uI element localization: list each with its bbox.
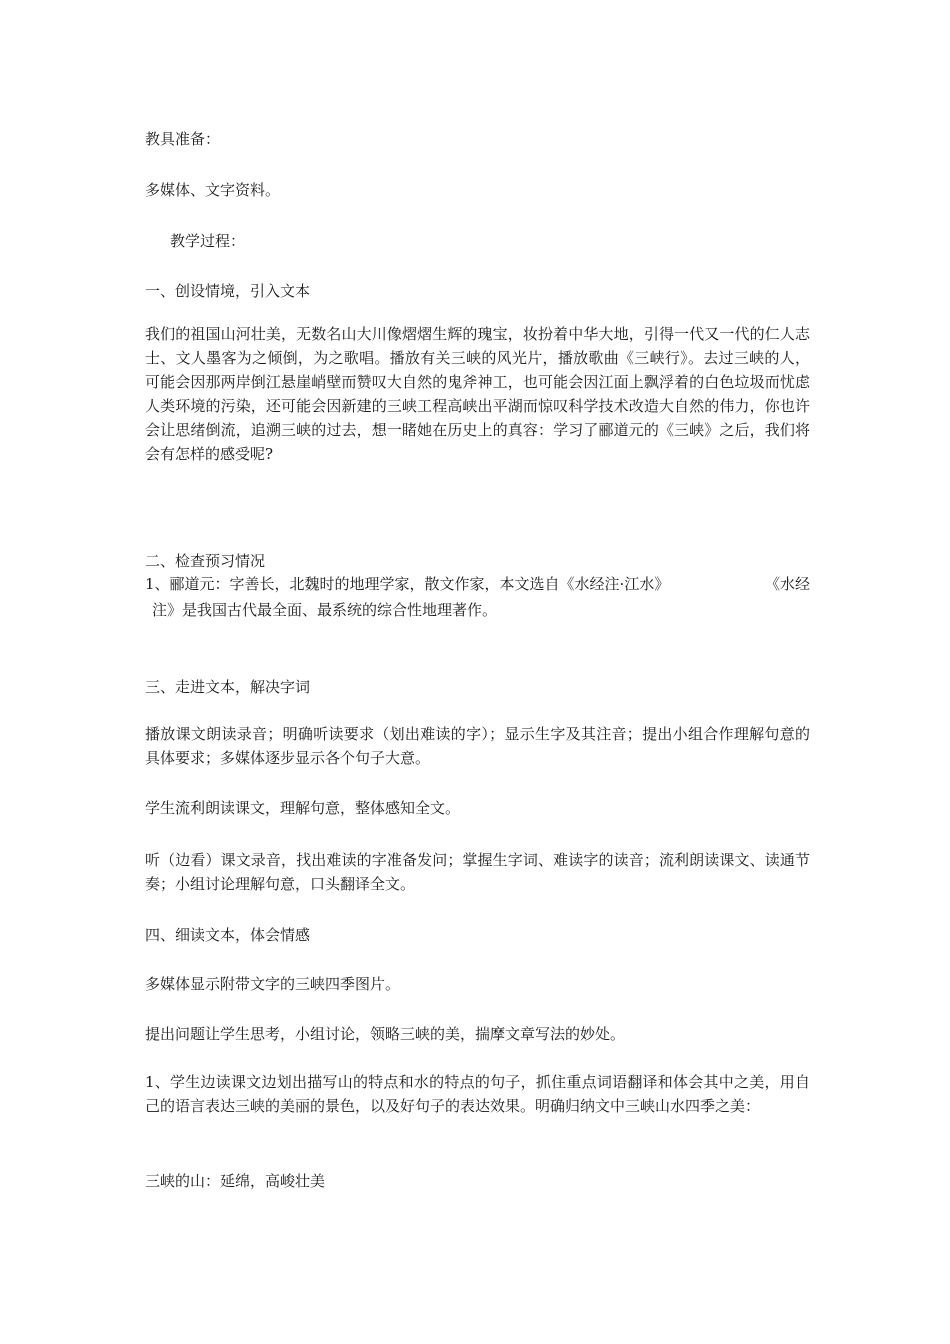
section3-heading: 三、走进文本，解决字词 bbox=[145, 678, 311, 696]
section3-paragraph-2: 学生流利朗读课文，理解句意，整体感知全文。 bbox=[145, 799, 461, 817]
section4-paragraph-1: 多媒体显示附带文字的三峡四季图片。 bbox=[145, 975, 401, 993]
section2-heading: 二、检查预习情况 bbox=[145, 552, 266, 570]
section4-paragraph-2: 提出问题让学生思考，小组讨论，领略三峡的美，揣摩文章写法的妙处。 bbox=[145, 1025, 626, 1043]
prep-text: 多媒体、文字资料。 bbox=[145, 181, 281, 199]
section4-paragraph-4: 三峡的山：延绵，高峻壮美 bbox=[145, 1172, 326, 1190]
process-heading: 教学过程： bbox=[170, 232, 246, 250]
section3-paragraph-3: 听（边看）课文录音，找出难读的字准备发问；掌握生字词、难读字的读音；流利朗读课文、读通节奏；小组讨论理解句意，口头翻译全文。 bbox=[145, 851, 810, 893]
section2-note-left: 1、郦道元：字善长，北魏时的地理学家，散文作家，本文选自《水经注·江水》 bbox=[145, 575, 670, 593]
section2-note-line1 bbox=[145, 572, 810, 596]
prep-heading: 教具准备： bbox=[145, 130, 221, 148]
section3-paragraph-1: 播放课文朗读录音；明确听读要求（划出难读的字）；显示生字及其注音；提出小组合作理解句意的具体要求；多媒体逐步显示各个句子大意。 bbox=[145, 725, 810, 767]
section4-heading: 四、细读文本，体会情感 bbox=[145, 926, 311, 944]
section1-paragraph: 我们的祖国山河壮美，无数名山大川像熠熠生辉的瑰宝，妆扮着中华大地，引得一代又一代的仁人志士、文人墨客为之倾倒，为之歌唱。播放有关三峡的风光片，播放歌曲《三峡行》。去过三峡的人，可能会因那两岸倒江悬崖峭壁而赞叹大自然的鬼斧神工，也可能会因江面上飘浮着的白色垃圾而忧虑人类环境的污染，还可能会因新建的三峡工程高峡出平湖而惊叹科学技术改造大自然的伟力，你也许会让思绪倒流，追溯三峡的过去，想一睹她在历史上的真容：学习了郦道元的《三峡》之后，我们将会有怎样的感受呢? bbox=[145, 325, 810, 463]
section2-note-line2: 注》是我国古代最全面、最系统的综合性地理著作。 bbox=[152, 601, 498, 619]
section1-heading: 一、创设情境，引入文本 bbox=[145, 282, 311, 300]
section2-note-right: 《水经 bbox=[764, 575, 810, 593]
section4-paragraph-3: 1、学生边读课文边划出描写山的特点和水的特点的句子，抓住重点词语翻译和体会其中之美，用自己的语言表达三峡的美丽的景色，以及好句子的表达效果。明确归纳文中三峡山水四季之美： bbox=[145, 1073, 810, 1115]
